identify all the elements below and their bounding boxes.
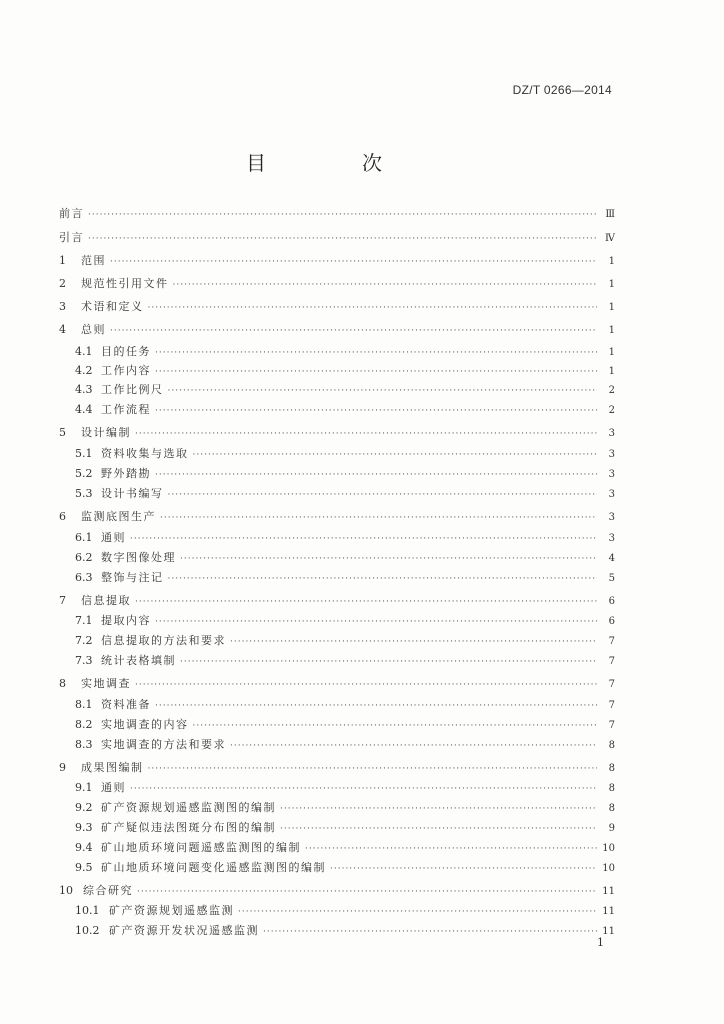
toc-entry-page: 2 — [608, 405, 615, 416]
toc-leader-dots — [263, 925, 597, 939]
toc-entry-page: 4 — [608, 553, 615, 564]
toc-entry-page: 3 — [608, 449, 615, 460]
toc-entry[interactable] — [59, 510, 615, 525]
toc-entry[interactable] — [59, 426, 615, 441]
toc-entry-number: 5 — [59, 426, 66, 439]
toc-entry-page: 7 — [608, 656, 615, 667]
toc-entry-page: 7 — [608, 636, 615, 647]
toc-entry-page: 11 — [602, 926, 615, 937]
toc-entry-page: 5 — [608, 573, 615, 584]
toc-entry-number: 7.2 — [75, 634, 93, 647]
toc-entry-label: 整饰与注记 — [101, 571, 164, 584]
toc-entry-number: 1 — [59, 254, 66, 267]
toc-entry[interactable] — [59, 594, 615, 609]
toc-entry-label: 矿产资源开发状况遥感监测 — [109, 924, 259, 937]
toc-entry[interactable] — [75, 718, 615, 733]
toc-entry-number: 4.4 — [75, 403, 93, 416]
toc-entry-page: 7 — [608, 720, 615, 731]
toc-leader-dots — [230, 635, 597, 649]
toc-entry-label: 矿产疑似违法图斑分布图的编制 — [101, 821, 276, 834]
toc-entry-page: 3 — [608, 533, 615, 544]
toc-entry-number: 3 — [59, 300, 66, 313]
toc-leader-dots — [230, 739, 597, 753]
toc-leader-dots — [155, 346, 597, 360]
toc-entry-number: 6.2 — [75, 551, 93, 564]
toc-leader-dots — [160, 511, 597, 525]
toc-entry[interactable] — [75, 487, 615, 502]
toc-entry-page: Ⅳ — [605, 233, 615, 244]
toc-entry[interactable] — [75, 801, 615, 816]
toc-entry-page: 1 — [608, 325, 615, 336]
toc-entry-number: 9.5 — [75, 861, 93, 874]
toc-entry-label: 术语和定义 — [81, 300, 144, 313]
toc-entry[interactable] — [75, 634, 615, 649]
toc-entry-label: 提取内容 — [101, 614, 151, 627]
toc-entry-label: 通则 — [101, 531, 126, 544]
toc-leader-dots — [168, 488, 598, 502]
toc-entry-page: 1 — [608, 302, 615, 313]
toc-entry-label: 引言 — [59, 231, 84, 244]
toc-entry-label: 信息提取的方法和要求 — [101, 634, 226, 647]
toc-leader-dots — [155, 404, 597, 418]
toc-leader-dots — [238, 905, 597, 919]
toc-entry-label: 信息提取 — [81, 594, 131, 607]
toc-entry-page: 1 — [608, 366, 615, 377]
toc-entry-page: 9 — [608, 823, 615, 834]
toc-entry[interactable] — [75, 821, 615, 836]
toc-entry-page: 3 — [608, 428, 615, 439]
toc-entry-number: 7.1 — [75, 614, 93, 627]
toc-entry-number: 2 — [59, 277, 66, 290]
toc-entry-label: 矿山地质环境问题遥感监测图的编制 — [101, 841, 301, 854]
toc-leader-dots — [180, 552, 597, 566]
toc-entry-number: 4.1 — [75, 345, 93, 358]
toc-entry-label: 监测底图生产 — [81, 510, 156, 523]
toc-entry-number: 7 — [59, 594, 66, 607]
toc-entry-page: Ⅲ — [605, 209, 615, 220]
toc-entry[interactable] — [75, 403, 615, 418]
toc-leader-dots — [88, 208, 597, 222]
toc-entry-label: 统计表格填制 — [101, 654, 176, 667]
toc-leader-dots — [88, 232, 597, 246]
toc-entry-label: 矿山地质环境问题变化遥感监测图的编制 — [101, 861, 326, 874]
toc-entry[interactable] — [75, 614, 615, 629]
toc-entry[interactable] — [59, 207, 615, 222]
toc-entry[interactable] — [75, 924, 615, 939]
toc-leader-dots — [130, 532, 597, 546]
toc-entry-page: 6 — [608, 596, 615, 607]
toc-entry-number: 4.2 — [75, 364, 93, 377]
toc-entry[interactable] — [59, 277, 615, 292]
toc-entry-label: 资料收集与选取 — [101, 447, 189, 460]
toc-entry-page: 6 — [608, 616, 615, 627]
toc-entry-page: 1 — [608, 279, 615, 290]
toc-entry-page: 1 — [608, 347, 615, 358]
toc-entry-number: 4.3 — [75, 383, 93, 396]
toc-entry[interactable] — [59, 254, 615, 269]
toc-leader-dots — [110, 324, 597, 338]
toc-entry[interactable] — [75, 861, 615, 876]
toc-entry-label: 工作流程 — [101, 403, 151, 416]
toc-entry-label: 规范性引用文件 — [81, 277, 169, 290]
toc-entry[interactable] — [75, 345, 615, 360]
toc-entry-label: 通则 — [101, 781, 126, 794]
toc-leader-dots — [148, 301, 598, 315]
toc-entry[interactable] — [75, 698, 615, 713]
toc-entry-number: 8.1 — [75, 698, 93, 711]
page-title: 目 次 — [246, 151, 420, 175]
toc-leader-dots — [173, 278, 598, 292]
toc-leader-dots — [148, 762, 598, 776]
toc-entry-page: 3 — [608, 489, 615, 500]
toc-entry-number: 7.3 — [75, 654, 93, 667]
toc-entry-number: 9.1 — [75, 781, 93, 794]
toc-entry[interactable] — [59, 231, 615, 246]
toc-entry-label: 实地调查 — [81, 677, 131, 690]
toc-entry-label: 目的任务 — [101, 345, 151, 358]
toc-entry-number: 9.4 — [75, 841, 93, 854]
toc-entry[interactable] — [75, 571, 615, 586]
toc-leader-dots — [180, 655, 597, 669]
toc-entry[interactable] — [75, 781, 615, 796]
toc-entry-page: 3 — [608, 512, 615, 523]
toc-entry-page: 8 — [608, 740, 615, 751]
toc-entry-number: 9.3 — [75, 821, 93, 834]
toc-entry-number: 5.3 — [75, 487, 93, 500]
toc-entry[interactable] — [75, 551, 615, 566]
toc-entry-number: 8.2 — [75, 718, 93, 731]
toc-entry[interactable] — [75, 531, 615, 546]
toc-entry-page: 8 — [608, 783, 615, 794]
toc-entry-page: 11 — [602, 886, 615, 897]
toc-leader-dots — [193, 719, 598, 733]
toc-entry-number: 10 — [59, 884, 73, 897]
toc-entry[interactable] — [75, 447, 615, 462]
toc-entry[interactable] — [75, 841, 615, 856]
toc-entry-number: 5.2 — [75, 467, 93, 480]
toc-entry[interactable] — [75, 654, 615, 669]
toc-leader-dots — [193, 448, 598, 462]
toc-entry[interactable] — [75, 383, 615, 398]
toc-entry[interactable] — [59, 761, 615, 776]
toc-entry-label: 工作内容 — [101, 364, 151, 377]
toc-leader-dots — [135, 427, 597, 441]
toc-entry-label: 设计编制 — [81, 426, 131, 439]
toc-leader-dots — [155, 615, 597, 629]
toc-entry-label: 数字图像处理 — [101, 551, 176, 564]
toc-entry-page: 7 — [608, 700, 615, 711]
toc-entry[interactable] — [75, 738, 615, 753]
toc-entry-label: 综合研究 — [83, 884, 133, 897]
toc-entry[interactable] — [75, 467, 615, 482]
toc-leader-dots — [155, 365, 597, 379]
page-number: 1 — [597, 936, 604, 949]
standard-code: DZ/T 0266—2014 — [512, 83, 612, 97]
toc-leader-dots — [137, 885, 597, 899]
toc-entry-page: 8 — [608, 803, 615, 814]
toc-entry-number: 10.2 — [75, 924, 100, 937]
toc-entry-label: 实地调查的内容 — [101, 718, 189, 731]
toc-leader-dots — [135, 595, 597, 609]
toc-entry-page: 3 — [608, 469, 615, 480]
toc-entry-page: 2 — [608, 385, 615, 396]
toc-entry-number: 8.3 — [75, 738, 93, 751]
toc-leader-dots — [330, 862, 597, 876]
toc-entry-number: 9.2 — [75, 801, 93, 814]
toc-entry[interactable] — [75, 364, 615, 379]
toc-entry-number: 8 — [59, 677, 66, 690]
toc-entry-label: 总则 — [81, 323, 106, 336]
toc-entry-number: 5.1 — [75, 447, 93, 460]
toc-entry-page: 10 — [602, 843, 615, 854]
toc-entry-number: 4 — [59, 323, 66, 336]
toc-leader-dots — [155, 699, 597, 713]
toc-entry-label: 范围 — [81, 254, 106, 267]
toc-leader-dots — [110, 255, 597, 269]
toc-entry-number: 10.1 — [75, 904, 100, 917]
toc-leader-dots — [280, 802, 597, 816]
toc-entry-number: 6.3 — [75, 571, 93, 584]
toc-entry[interactable] — [75, 904, 615, 919]
toc-entry[interactable] — [59, 300, 615, 315]
toc-entry-page: 11 — [602, 906, 615, 917]
toc-leader-dots — [135, 678, 597, 692]
toc-entry[interactable] — [59, 884, 615, 899]
toc-leader-dots — [155, 468, 597, 482]
toc-leader-dots — [130, 782, 597, 796]
toc-entry-label: 实地调查的方法和要求 — [101, 738, 226, 751]
toc-entry-page: 10 — [602, 863, 615, 874]
toc-entry-label: 设计书编写 — [101, 487, 164, 500]
toc-entry-page: 1 — [608, 256, 615, 267]
toc-entry-label: 资料准备 — [101, 698, 151, 711]
toc-entry-page: 7 — [608, 679, 615, 690]
toc-entry-label: 矿产资源规划遥感监测 — [109, 904, 234, 917]
toc-entry-label: 工作比例尺 — [101, 383, 164, 396]
toc-entry[interactable] — [59, 323, 615, 338]
toc-entry-number: 6.1 — [75, 531, 93, 544]
toc-leader-dots — [168, 572, 598, 586]
toc-leader-dots — [305, 842, 597, 856]
toc-entry-label: 矿产资源规划遥感监测图的编制 — [101, 801, 276, 814]
toc-entry-label: 野外踏勘 — [101, 467, 151, 480]
toc-entry-number: 9 — [59, 761, 66, 774]
toc-entry[interactable] — [59, 677, 615, 692]
toc-entry-label: 前言 — [59, 207, 84, 220]
toc-entry-label: 成果图编制 — [81, 761, 144, 774]
toc-leader-dots — [168, 384, 598, 398]
toc-entry-number: 6 — [59, 510, 66, 523]
toc-entry-page: 8 — [608, 763, 615, 774]
toc-leader-dots — [280, 822, 597, 836]
